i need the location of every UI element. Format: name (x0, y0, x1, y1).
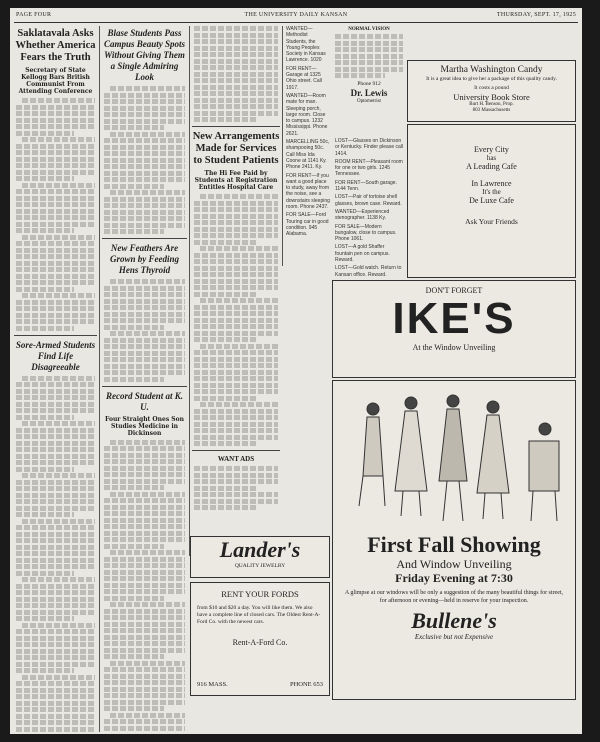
classified-ad: WANTED—Room mate for man. Sleeping porch, large room. Close to campus. 1232 Mississippi. Phone 2621. (286, 92, 328, 137)
classified-ad: FOR SALE—Ford Touring car in good condition. 945 Alabama. (286, 212, 329, 238)
newspaper-page (10, 8, 582, 734)
headline-saklatavala: Saklatavala Asks Whether America Fears the Truth (15, 28, 96, 63)
column-2 (102, 26, 187, 732)
bullenes-sub1: And Window Unveiling (396, 557, 512, 571)
dr-lewis-name: Dr. Lewis (350, 87, 388, 98)
paper-title: THE UNIVERSITY DAILY KANSAN (244, 12, 348, 18)
classified-ad: FOR RENT—If you want a good place to study, away from the noise, see a downstairs sleeping room. Phone 2437. (286, 172, 330, 211)
subhead-record-student: Four Straight Ones Son Studies Medicine in Dickinson (105, 415, 184, 437)
want-ads-body (192, 466, 280, 510)
bullenes-tagline: Exclusive but not Expensive (414, 633, 494, 641)
deluxe-line6: De Luxe Cafe (469, 196, 514, 205)
classified-ad: MARCELLING 50c, shampooing 50c. Call Miss Ida Coone at 1141 Ky. Phone 2411. Ky. (286, 139, 330, 171)
classifieds-column-b (333, 26, 405, 136)
classified-ad: LOST—Gold watch. Return to Kansan office. Reward. (335, 265, 402, 278)
martha-body: It is a great idea to give her a package of this quality candy. (426, 76, 557, 82)
normal-vision-body (333, 34, 405, 78)
classified-ad: ROOM RENT—Pleasant room for one or two girls. 1245 Tennessee. (335, 158, 403, 178)
subhead-hospital: The Hi Fee Paid by Students at Registration Entitles Hospital Care (194, 170, 278, 191)
landers-ad (190, 536, 330, 578)
classified-list-a (284, 26, 332, 238)
ikes-name: IKE'S (392, 294, 516, 343)
dr-lewis-role: Optometrist (357, 98, 381, 104)
deluxe-line7: Ask Your Friends (465, 217, 518, 226)
deluxe-line4: In Lawrence (471, 179, 512, 188)
normal-vision-heading: NORMAL VISION (348, 27, 390, 32)
subhead-kellogg: Secretary of State Kellogg Bars British Communist From Attending Conference (18, 67, 93, 95)
issue-date: THURSDAY, SEPT. 17, 1925 (496, 12, 576, 18)
classified-ad: WANTED—Experienced stenographer. 1138 Ky. (335, 208, 390, 222)
headline-feathers: New Feathers Are Grown by Feeding Hens Thyroid (109, 243, 179, 275)
dr-lewis-phone: Phone 912 (357, 80, 381, 87)
deluxe-line1: Every City (474, 145, 509, 154)
martha-washington-ad (407, 60, 576, 122)
masthead (14, 10, 578, 23)
classified-ad: FOR RENT—South garage. 1144 Tenn. (335, 179, 397, 193)
classified-ad: WANTED—Methodist Students, the Young Peoples Society in Kansas Lawrence. 1020 (286, 26, 326, 64)
deluxe-line2: has (486, 154, 497, 162)
rent-fords-phone: PHONE 653 (289, 681, 323, 688)
rent-fords-ad (190, 582, 330, 696)
rent-fords-title: RENT YOUR FORDS (221, 589, 299, 599)
deluxe-line5: It's the (482, 188, 501, 196)
article-body-5 (102, 440, 187, 733)
martha-title: Martha Washington Candy (440, 65, 543, 75)
column-3 (192, 26, 280, 546)
bullenes-body: A glimpse at our windows will be only a suggestion of the many beautiful things for street, for afternoon or evening—held in reserve for your inspection. (344, 590, 564, 604)
deluxe-cafe-ad (407, 124, 576, 278)
page-label: PAGE FOUR (16, 12, 52, 18)
landers-title: Lander's (219, 537, 301, 562)
article-body-3 (102, 86, 187, 234)
classified-ad: LOST—A gold Shaffer fountain pen on campus. Reward. (335, 244, 390, 264)
classified-ad: FOR RENT—Garage at 1325 Ohio street. Call 1917. (286, 65, 322, 91)
classified-ad: LOST—Glasses on Dickinson or Kentucky. Finder please call 1414. (335, 138, 403, 157)
bullenes-brand: Bullene's (411, 608, 497, 633)
rent-fords-body: from $10 and $20 a day. You will like them. We also have a complete line of closed cars. The Oldest Rent-A-Ford Co. with the newest cars. (197, 605, 321, 625)
martha-address: 803 Massachusetts (472, 108, 511, 113)
headline-blase-students: Blase Students Pass Campus Beauty Spots Without Giving Them a Single Admiring Look (103, 28, 186, 82)
classified-ad: FOR SALE—Modern bungalow, close to campus. Phone 1061. (335, 223, 397, 243)
martha-promise: It costs a pound (474, 85, 509, 91)
ikes-bottom: At the Window Unveiling (412, 343, 496, 352)
classified-ad: LOST—Pair of tortoise shell glasses, brown case. Reward. (335, 194, 402, 207)
fashion-illustration (333, 381, 575, 529)
rent-fords-address: 916 MASS. (197, 681, 228, 688)
bullenes-sub2: Friday Evening at 7:30 (395, 571, 513, 585)
rent-fords-company: Rent-A-Ford Co. (232, 638, 288, 647)
article-body-7 (192, 194, 280, 446)
headline-new-arrangements: New Arrangements Made for Services to Student Patients (192, 131, 280, 166)
headline-record-student: Record Student at K. U. (105, 390, 183, 412)
article-body-1 (14, 98, 97, 331)
ikes-top: DON'T FORGET (425, 286, 483, 295)
deluxe-line3: A Leading Cafe (466, 162, 517, 171)
headline-sore-armed: Sore-Armed Students Find Life Disagreeable (15, 339, 96, 372)
article-body-4 (102, 279, 187, 382)
landers-sub: QUALITY JEWELRY (234, 563, 286, 569)
article-body-2 (14, 376, 97, 733)
martha-store: University Book Store (453, 92, 530, 102)
ikes-ad (332, 280, 576, 378)
classifieds-column-a (284, 26, 332, 261)
bullenes-headline: First Fall Showing (367, 532, 541, 557)
article-body-6 (192, 26, 280, 122)
bullenes-ad (332, 380, 576, 700)
martha-owner: Burt H. Benson, Prop. (469, 102, 514, 107)
column-1 (14, 26, 97, 732)
want-ads-header: WANT ADS (217, 455, 255, 463)
